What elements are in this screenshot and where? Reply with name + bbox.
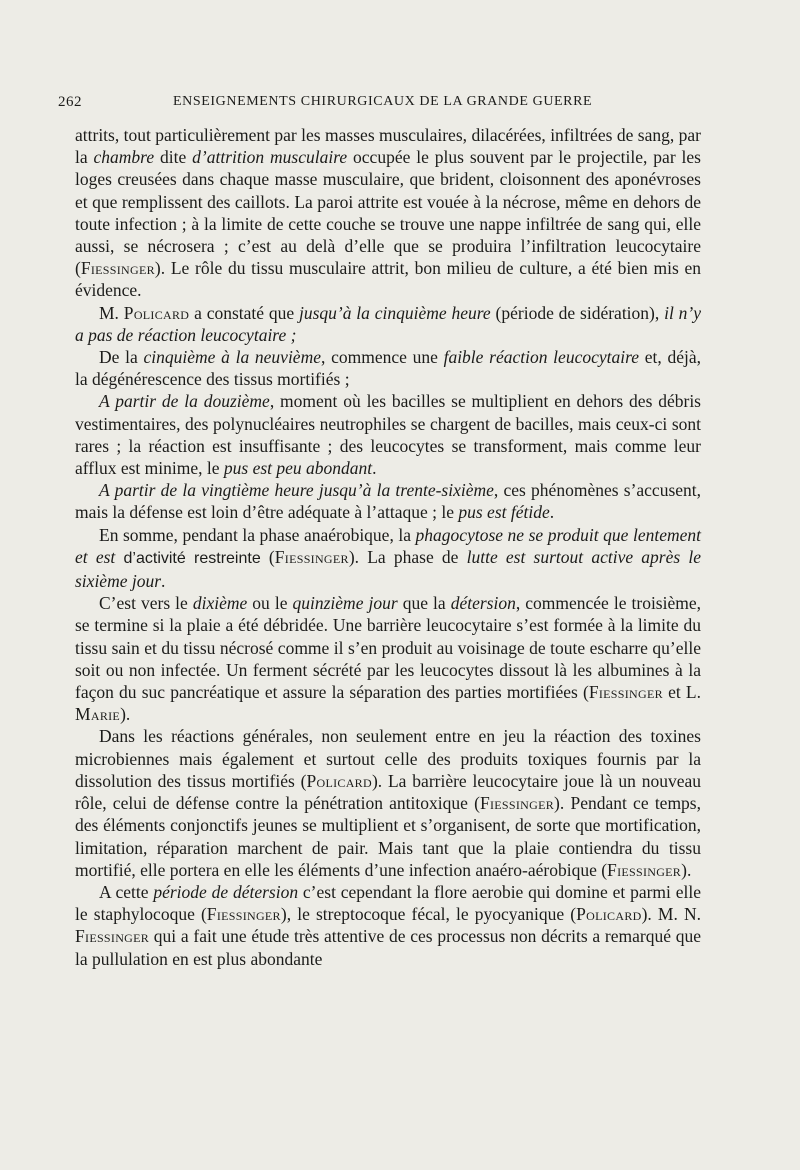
text-run: a constaté que — [189, 302, 299, 323]
italic-text: d’attrition musculaire — [192, 147, 348, 168]
italic-text: faible réaction leucocytaire — [443, 347, 640, 368]
text-run: (période de sidération), — [490, 302, 665, 323]
author-name: Fiessinger — [80, 258, 155, 279]
text-run: . — [549, 502, 555, 523]
text-run: que la — [397, 593, 451, 614]
text-run: En somme, pendant la phase anaérobique, la — [99, 524, 416, 545]
text-run: qui a fait une étude très attentive de ces processus non décrits a remarqué que la pullulation en est plus abondante — [75, 926, 701, 969]
author-name: Policard — [123, 302, 190, 323]
paragraph — [75, 725, 701, 880]
text-run: , moment où les bacilles se multiplient en dehors des débris vestimentaires, des polynucléaires neutrophiles se chargent de bacilles, mais ceux-ci sont rares ; la réaction est insuffisante ; des leucocytes se transforment, mais comme leur afflux est minime, le — [75, 391, 701, 479]
italic-text: chambre — [93, 147, 155, 168]
author-name: Policard — [306, 770, 372, 791]
text-run: , ces phénomènes s’accusent, mais la défense est loin d’être adéquate à l’attaque ; le — [75, 480, 702, 523]
text-run: C’est vers le — [99, 593, 193, 614]
body-text — [75, 124, 701, 970]
text-run: ). La phase de — [348, 546, 467, 567]
italic-text: il n’y a pas de réaction leucocytaire ; — [75, 302, 701, 345]
text-run: ). La barrière leucocytaire joue là un nouveau rôle, celui de défense contre la pénétration antitoxique ( — [75, 770, 701, 814]
text-run: A cette — [99, 881, 154, 902]
text-run: dite — [154, 147, 193, 168]
paragraph — [75, 592, 701, 725]
text-run: ). — [681, 859, 692, 880]
text-run: et, déjà, la dégénérescence des tissus mortifiés ; — [75, 347, 701, 390]
author-name: Policard — [576, 904, 642, 925]
text-run: , commence une — [320, 347, 444, 368]
author-name: Fiessinger — [607, 859, 682, 880]
page-header — [58, 94, 698, 114]
text-run: occupée le plus souvent par le projectile, par les loges creusées dans chaque masse musculaire, que brident, cloisonnent des aponévroses et que remplissent des caillots. La paroi attrite est vouée à la nécrose, même en dehors de toute infection ; à la limite de cette couche se trouve une nappe infiltrée de sang qui, elle aussi, se nécrosera ; c’est au delà d’elle que se produira l’infiltration leucocytaire ( — [75, 147, 701, 279]
author-name: Fiessinger — [75, 926, 150, 947]
paragraph — [75, 479, 701, 523]
page-number: 262 — [58, 94, 82, 110]
italic-text: cinquième à la neuvième — [143, 347, 321, 368]
sans-text: d’activité restreinte — [115, 549, 261, 567]
paragraph — [75, 881, 701, 970]
author-name: Fiessinger — [588, 682, 663, 703]
italic-text: A partir de la vingtième heure jusqu’à la trente-sixième — [99, 480, 494, 501]
author-name: Fiessinger — [274, 546, 349, 567]
italic-text: phagocytose ne se produit que lentement et est — [75, 524, 701, 567]
text-run: . — [372, 458, 377, 479]
paragraph — [75, 302, 701, 346]
text-run: Dans les réactions générales, non seulement entre en jeu la réaction des toxines microbiennes mais également et surtout celle des produits toxiques fournis par la dissolution des tissus mortifiés ( — [75, 726, 701, 791]
italic-text: A partir de la douzième — [99, 391, 270, 412]
italic-text: lutte est surtout active après le sixième jour — [75, 546, 701, 592]
text-run: et L. — [662, 682, 701, 703]
running-head: ENSEIGNEMENTS CHIRURGICAUX DE LA GRANDE GUERRE — [173, 94, 593, 109]
text-run: ( — [260, 546, 275, 567]
italic-text: pus est peu abondant — [223, 458, 373, 479]
paragraph — [75, 346, 701, 390]
italic-text: dixième — [192, 593, 248, 614]
paragraph — [75, 524, 701, 593]
text-run: . — [161, 571, 166, 592]
text-run: ), le streptocoque fécal, le pyocyanique ( — [280, 904, 577, 925]
italic-text: pus est fétide — [458, 502, 550, 523]
text-run: ). — [120, 704, 131, 725]
italic-text: détersion — [450, 593, 516, 614]
italic-text: jusqu’à la cinquième heure — [298, 302, 491, 323]
paragraph — [75, 390, 701, 479]
author-name: Fiessinger — [206, 904, 281, 925]
author-name: Fiessinger — [479, 793, 555, 814]
text-run: , commencée le troisième, se termine si la plaie a été débridée. Une barrière leucocytaire s’est formée à la limite du tissu sain et du tissu nécrosé comme il s’en produit au voisinage de toute escharre qu’elle soit ou non infectée. Un ferment sécrété par les leucocytes dissout là les albumines à la façon du suc pancréatique et assure la séparation des parties mortifiées ( — [75, 593, 701, 703]
text-run: c’est cependant la flore aerobie qui domine et parmi elle le staphylocoque ( — [75, 881, 701, 925]
italic-text: quinzième jour — [292, 593, 398, 614]
text-run: attrits, tout particulièrement par les masses musculaires, dilacérées, infiltrées de sang, par la — [75, 125, 701, 168]
text-run: ). Le rôle du tissu musculaire attrit, bon milieu de culture, a été bien mis en évidence. — [75, 258, 701, 301]
paragraph — [75, 124, 701, 302]
text-run: ou le — [247, 593, 293, 614]
text-run: M. — [99, 302, 124, 323]
italic-text: période de détersion — [153, 881, 299, 902]
author-name: Marie — [75, 704, 121, 725]
text-run: ). M. N. — [641, 904, 701, 925]
text-run: De la — [99, 347, 144, 368]
text-run: ). Pendant ce temps, des éléments conjonctifs jeunes se multiplient et s’organisent, de sorte que mortification, limitation, réparation marchent de pair. Mais tant que la plaie contiendra du tissu mortifié, elle portera en elle les éléments d’une infection anaéro-aérobique ( — [75, 793, 701, 880]
